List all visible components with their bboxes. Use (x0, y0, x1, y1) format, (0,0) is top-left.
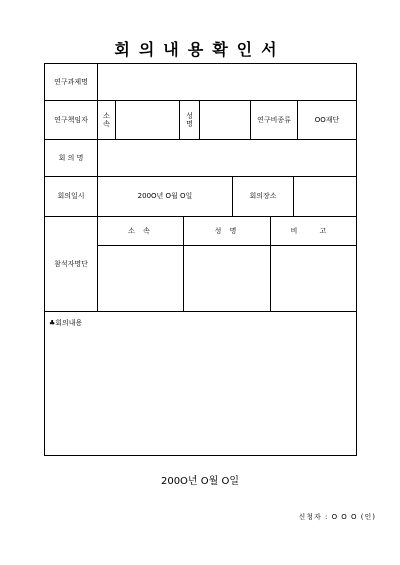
meeting-content-label: ♣회의내용 (49, 319, 83, 327)
meeting-form-table (44, 63, 357, 456)
research-title-label: 연구과제명 (54, 78, 88, 86)
meeting-datetime-value[interactable]: 200O년 O월 O일 (137, 192, 193, 200)
attendees-name-field[interactable] (184, 246, 270, 311)
meeting-name-label: 회 의 명 (58, 153, 84, 162)
meeting-place-label: 회의장소 (249, 192, 277, 200)
attendees-affiliation-field[interactable] (98, 246, 183, 311)
attendees-header-name: 성 명 (214, 226, 240, 235)
affiliation-field[interactable] (116, 100, 179, 139)
research-lead-label: 연구책임자 (54, 115, 88, 124)
attendees-label: 참석자명단 (54, 259, 88, 268)
fund-type-value[interactable]: OO재단 (314, 115, 340, 124)
name-label-cell (180, 100, 199, 139)
applicant-signature: 신청자 : O O O (인) (298, 513, 376, 521)
meeting-datetime-label: 회의일시 (57, 192, 85, 200)
row-divider (45, 311, 356, 312)
name-field[interactable] (200, 100, 250, 139)
attendees-header-remarks: 비 고 (290, 226, 337, 235)
meeting-content-field[interactable] (45, 332, 356, 455)
affiliation-label: 소속 (103, 111, 110, 128)
fund-type-label: 연구비종류 (257, 115, 291, 124)
attendees-header-affiliation: 소 속 (128, 226, 153, 235)
research-title-field[interactable] (98, 64, 356, 100)
name-label: 성명 (186, 111, 193, 128)
attendees-remarks-field[interactable] (271, 246, 356, 311)
document-title: 회의내용확인서 (114, 40, 286, 59)
footer-date: 200O년 O월 O일 (160, 476, 240, 487)
affiliation-label-cell (98, 100, 115, 139)
meeting-name-field[interactable] (98, 139, 356, 176)
meeting-place-field[interactable] (294, 176, 356, 216)
